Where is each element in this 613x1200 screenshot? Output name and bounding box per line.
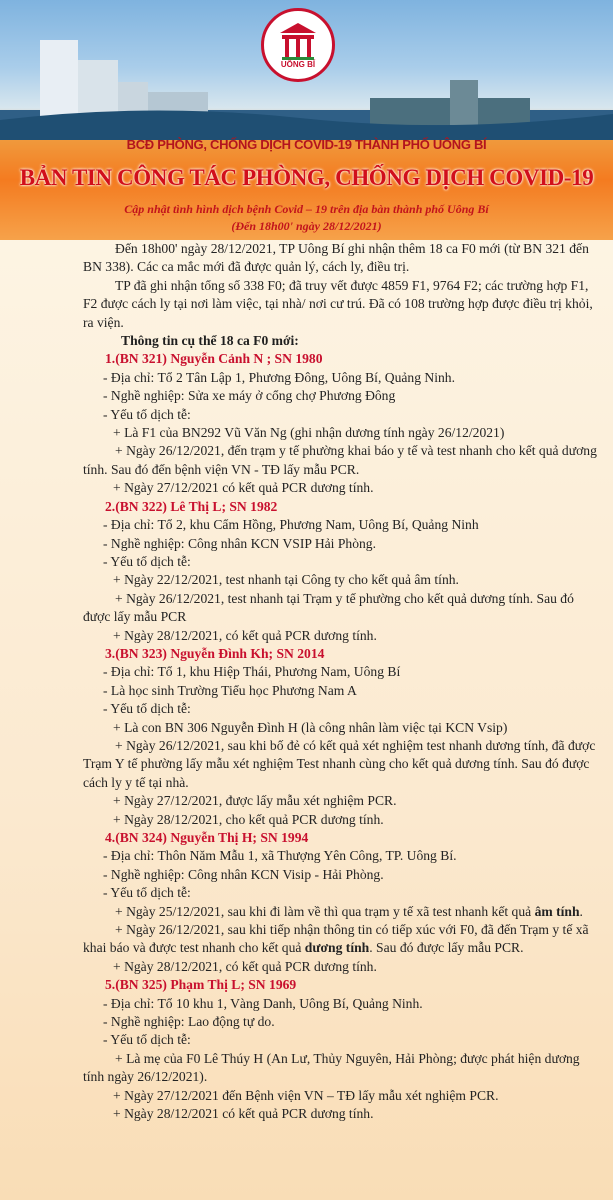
case-job: - Nghề nghiệp: Sửa xe máy ở cổng chợ Phương Đông (103, 388, 396, 404)
summary-paragraph: TP đã ghi nhận tổng số 338 F0; đã truy vết được 4859 F1, 9764 F2; các trường hợp F1, F2 được cách ly tại nơi làm việc, tại nhà/ nơi cư trú. Đã có 108 trường hợp được điều trị khỏi, ra viện. (83, 277, 593, 330)
organization-name: BCĐ PHÒNG, CHỐNG DỊCH COVID-19 THÀNH PHỐ UÔNG BÍ (126, 137, 487, 152)
cases-heading: Thông tin cụ thể 18 ca F0 mới: (121, 333, 299, 349)
case-address: - Địa chỉ: Tổ 1, khu Hiệp Thái, Phương Nam, Uông Bí (103, 664, 401, 680)
case-detail (83, 903, 603, 921)
case-detail: + Ngày 22/12/2021, test nhanh tại Công ty cho kết quả âm tính. (113, 572, 459, 588)
case-detail-text: + Ngày 26/12/2021, sau khi tiếp nhận thông tin có tiếp xúc với F0, đã đến Trạm y tế xã khai báo và được test nhanh cho kết quả (83, 922, 589, 956)
case-detail: + Ngày 27/12/2021 đến Bệnh viện VN – TĐ lấy mẫu xét nghiệm PCR. (113, 1087, 499, 1103)
case-job: - Là học sinh Trường Tiểu học Phương Nam A (103, 682, 357, 698)
case-detail: + Ngày 28/12/2021, có kết quả PCR dương tính. (113, 958, 377, 974)
case-detail: + Là mẹ của F0 Lê Thúy H (An Lư, Thủy Nguyên, Hải Phòng; được phát hiện dương tính ngày 26/12/2021). (83, 1050, 580, 1085)
case-address: - Địa chỉ: Tổ 2 Tân Lập 1, Phương Đông, Uông Bí, Quảng Ninh. (103, 369, 455, 385)
bulletin-date: (Đến 18h00' ngày 28/12/2021) (231, 219, 382, 233)
case-job: - Nghề nghiệp: Công nhân KCN VSIP Hải Phòng. (103, 535, 377, 551)
case-detail: + Ngày 28/12/2021 có kết quả PCR dương tính. (113, 1106, 374, 1122)
case-detail: + Là con BN 306 Nguyễn Đình H (là công nhân làm việc tại KCN Vsip) (113, 719, 508, 735)
case-address: - Địa chỉ: Tổ 10 khu 1, Vàng Danh, Uông Bí, Quảng Ninh. (103, 995, 423, 1011)
case-detail-emphasis: dương tính (304, 940, 370, 956)
case-detail-text: . (579, 903, 583, 919)
bulletin-subtitle: Cập nhật tình hình dịch bệnh Covid – 19 trên địa bàn thành phố Uông Bí (124, 202, 489, 216)
case-detail-text: + Ngày 25/12/2021, sau khi đi làm về thì qua trạm y tế xã test nhanh kết quả (115, 903, 535, 919)
case-detail-text: . Sau đó được lấy mẫu PCR. (369, 940, 524, 956)
case-title: 3.(BN 323) Nguyễn Đình Kh; SN 2014 (105, 645, 325, 661)
case-detail: + Ngày 27/12/2021 có kết quả PCR dương tính. (113, 480, 374, 496)
case-detail: + Ngày 26/12/2021, test nhanh tại Trạm y tế phường cho kết quả dương tính. Sau đó được lấy mẫu PCR (83, 590, 574, 625)
case-detail: + Ngày 27/12/2021, được lấy mẫu xét nghiệm PCR. (113, 793, 397, 809)
case-factor-label: - Yếu tố dịch tễ: (103, 885, 191, 901)
logo-text: UÔNG BÍ (280, 60, 316, 69)
case-title: 2.(BN 322) Lê Thị L; SN 1982 (105, 498, 278, 514)
case-address: - Địa chỉ: Tổ 2, khu Cẩm Hồng, Phương Nam, Uông Bí, Quảng Ninh (103, 517, 479, 533)
bulletin-title: BẢN TIN CÔNG TÁC PHÒNG, CHỐNG DỊCH COVID-19 (19, 165, 594, 190)
case-factor-label: - Yếu tố dịch tễ: (103, 406, 191, 422)
intro-paragraph: Đến 18h00' ngày 28/12/2021, TP Uông Bí ghi nhận thêm 18 ca F0 mới (từ BN 321 đến BN 338). Các ca mắc mới đã được quản lý, cách ly, điều trị. (83, 241, 589, 275)
case-detail: + Ngày 28/12/2021, có kết quả PCR dương tính. (113, 627, 377, 643)
bulletin-text (83, 240, 603, 1124)
case-address: - Địa chỉ: Thôn Năm Mẫu 1, xã Thượng Yên Công, TP. Uông Bí. (103, 848, 457, 864)
case-job: - Nghề nghiệp: Lao động tự do. (103, 1014, 275, 1030)
case-factor-label: - Yếu tố dịch tễ: (103, 553, 191, 569)
case-factor-label: - Yếu tố dịch tễ: (103, 701, 191, 717)
uong-bi-logo (261, 8, 335, 82)
case-detail: + Ngày 26/12/2021, đến trạm y tế phường khai báo y tế và test nhanh cho kết quả dương tính. Sau đó đến bệnh viện VN - TĐ lấy mẫu PCR. (83, 443, 597, 477)
case-title: 1.(BN 321) Nguyễn Cảnh N ; SN 1980 (105, 351, 323, 367)
case-detail: + Ngày 26/12/2021, sau khi bố đẻ có kết quả xét nghiệm test nhanh dương tính, đã được Trạm Y tế phường lấy mẫu xét nghiệm Test nhanh cùng cho kết quả dương tính. Sau đó được cách ly y tế tại nhà. (83, 737, 596, 790)
case-title: 4.(BN 324) Nguyễn Thị H; SN 1994 (105, 830, 309, 845)
case-title: 5.(BN 325) Phạm Thị L; SN 1969 (105, 977, 297, 993)
case-detail-emphasis: âm tính (534, 903, 580, 919)
case-job: - Nghề nghiệp: Công nhân KCN Visip - Hải Phòng. (103, 866, 384, 882)
case-detail (83, 921, 603, 958)
bulletin-body (0, 240, 613, 1200)
header-banner (0, 0, 613, 240)
case-detail: + Là F1 của BN292 Vũ Văn Ng (ghi nhận dương tính ngày 26/12/2021) (113, 425, 505, 441)
case-factor-label: - Yếu tố dịch tễ: (103, 1032, 191, 1048)
case-detail: + Ngày 28/12/2021, cho kết quả PCR dương tính. (113, 811, 384, 827)
